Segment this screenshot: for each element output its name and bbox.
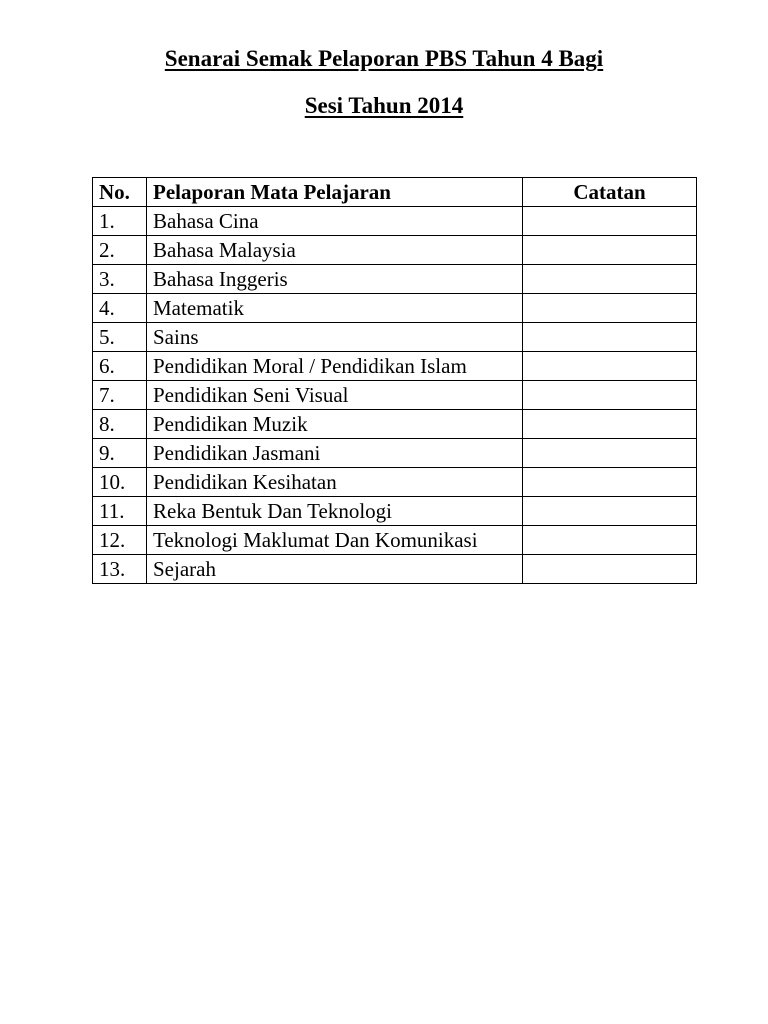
row-notes-cell xyxy=(523,294,697,323)
table-row xyxy=(93,265,697,294)
row-subject: Matematik xyxy=(147,294,523,323)
document-title-line-2: Sesi Tahun 2014 xyxy=(304,93,464,118)
row-notes-cell xyxy=(523,265,697,294)
row-notes-cell xyxy=(523,207,697,236)
row-notes-cell xyxy=(523,236,697,265)
table-row xyxy=(93,236,697,265)
checklist-table xyxy=(92,177,697,584)
row-subject: Pendidikan Muzik xyxy=(147,410,523,439)
row-notes-cell xyxy=(523,381,697,410)
row-number: 13. xyxy=(93,555,147,584)
row-subject: Bahasa Inggeris xyxy=(147,265,523,294)
table-row xyxy=(93,439,697,468)
header-subject: Pelaporan Mata Pelajaran xyxy=(147,178,523,207)
table-row xyxy=(93,294,697,323)
document-title-line-1: Senarai Semak Pelaporan PBS Tahun 4 Bagi xyxy=(164,46,604,71)
row-number: 12. xyxy=(93,526,147,555)
row-number: 3. xyxy=(93,265,147,294)
table-row xyxy=(93,555,697,584)
row-subject: Pendidikan Kesihatan xyxy=(147,468,523,497)
table-header-row xyxy=(93,178,697,207)
row-notes-cell xyxy=(523,497,697,526)
table-row xyxy=(93,526,697,555)
row-number: 9. xyxy=(93,439,147,468)
row-subject: Reka Bentuk Dan Teknologi xyxy=(147,497,523,526)
row-number: 8. xyxy=(93,410,147,439)
row-subject: Bahasa Malaysia xyxy=(147,236,523,265)
row-notes-cell xyxy=(523,468,697,497)
row-subject: Pendidikan Moral / Pendidikan Islam xyxy=(147,352,523,381)
header-no: No. xyxy=(93,178,147,207)
row-number: 2. xyxy=(93,236,147,265)
row-notes-cell xyxy=(523,555,697,584)
row-number: 11. xyxy=(93,497,147,526)
row-subject: Pendidikan Seni Visual xyxy=(147,381,523,410)
row-subject: Sains xyxy=(147,323,523,352)
header-notes: Catatan xyxy=(523,178,697,207)
row-subject: Bahasa Cina xyxy=(147,207,523,236)
row-notes-cell xyxy=(523,526,697,555)
table-row xyxy=(93,497,697,526)
row-notes-cell xyxy=(523,352,697,381)
table-row xyxy=(93,207,697,236)
table-row xyxy=(93,468,697,497)
row-number: 4. xyxy=(93,294,147,323)
row-number: 1. xyxy=(93,207,147,236)
row-subject: Teknologi Maklumat Dan Komunikasi xyxy=(147,526,523,555)
row-number: 10. xyxy=(93,468,147,497)
row-subject: Pendidikan Jasmani xyxy=(147,439,523,468)
row-number: 6. xyxy=(93,352,147,381)
table-row xyxy=(93,352,697,381)
row-notes-cell xyxy=(523,410,697,439)
row-number: 7. xyxy=(93,381,147,410)
row-number: 5. xyxy=(93,323,147,352)
row-notes-cell xyxy=(523,439,697,468)
row-notes-cell xyxy=(523,323,697,352)
row-subject: Sejarah xyxy=(147,555,523,584)
table-row xyxy=(93,410,697,439)
table-row xyxy=(93,323,697,352)
table-row xyxy=(93,381,697,410)
